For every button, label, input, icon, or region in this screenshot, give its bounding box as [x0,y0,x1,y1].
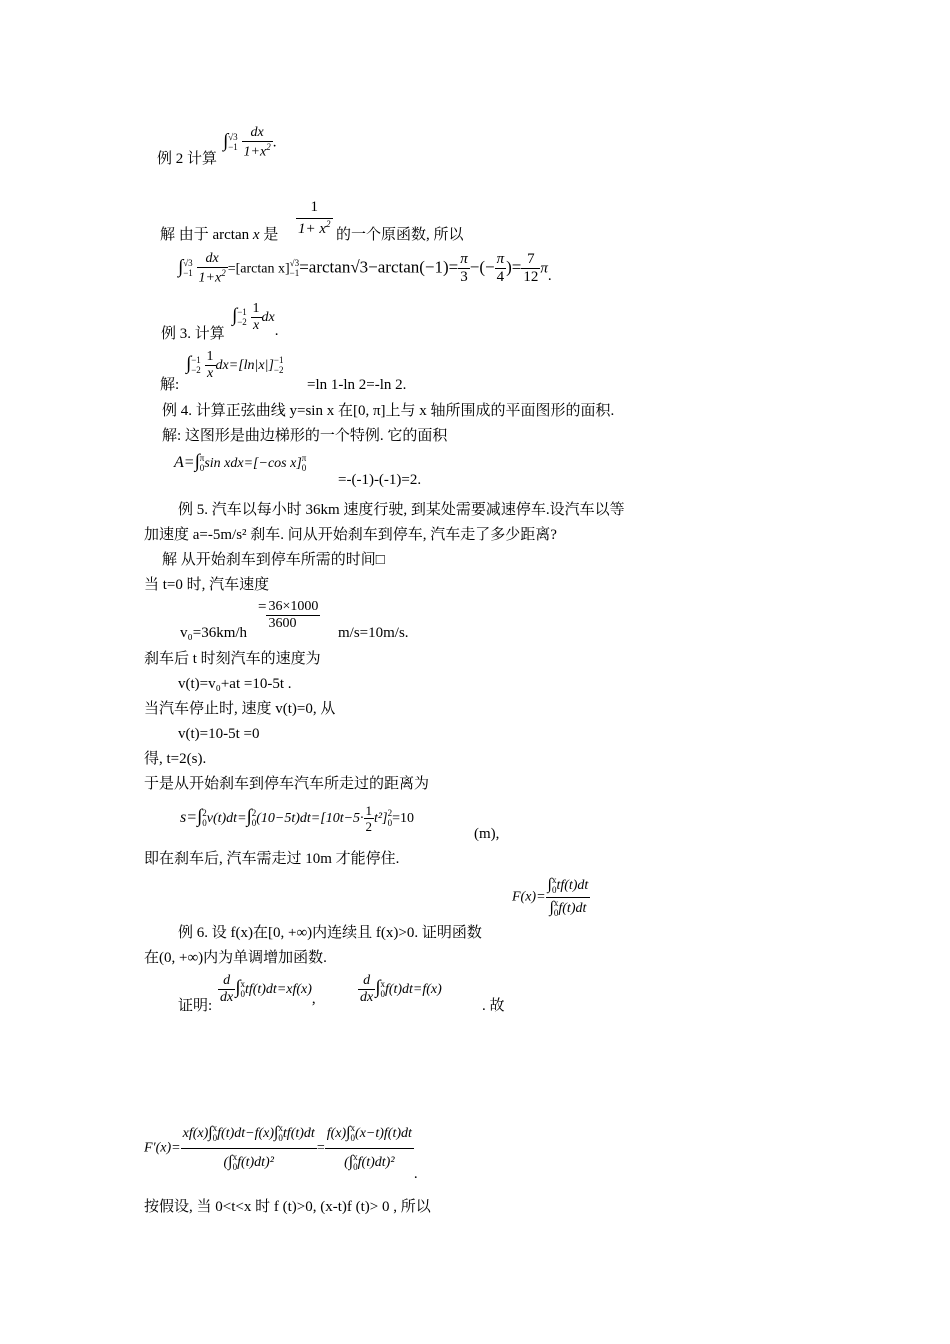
example-5-got: 得, t=2(s). [144,751,207,767]
example-5-m: (m), [474,826,500,842]
solution-3-integral: ∫ −1 −2 $\frac{1}{x}$ dx=[ln|x|] −1 −2 [186,349,284,381]
solution-2-equation: ∫ √3 −1 $\frac{dx}{1+x^2}$ =[arctan x] √3 −1 =arctan√3−arctan(−1)= $\frac{\pi}{3}$ −(− $\frac{\pi}{4}$ )= $\frac{7}{12}$ π. [178,251,552,286]
example-6-proof-label: 证明: [178,998,213,1014]
solution-4-text: 解: 这图形是曲边梯形的一个特例. 它的面积 [162,428,448,444]
example-5-solution-head: 解 从开始刹车到停车所需的时间□ [162,552,385,568]
example-6-derivative-2: $\frac{d}{dx}$ ∫ x 0 f(t)dt=f(x) [360,973,442,1005]
example-5-line1: 例 5. 汽车以每小时 36km 速度行驶, 到某处需要减速停车.设汽车以等 [178,502,625,518]
example-5-conclusion: 即在刹车后, 汽车需走过 10m 才能停住. [144,851,400,867]
example-6-last-line: 按假设, 当 0<t<x 时 f (t)>0, (x-t)f (t)> 0 , 所以 [144,1199,431,1215]
example-6-F-definition: F(x)= ∫ x 0 tf(t)dt ∫ x 0 f(t)dt [512,875,589,918]
example-5-distance-equation: s=∫ 2 0 v(t)dt=∫ 2 0 (10−5t)dt=[10t−5· $\frac{1}{2}$ t²] 2 0 =10 [180,803,414,834]
solution-4-result: =-(-1)-(-1)=2. [338,472,422,488]
example-5-dist: 于是从开始刹车到停车汽车所走过的距离为 [144,776,430,792]
example-5-v0-fraction: = $\frac{36\times 1000}{3600}$ [258,599,319,631]
solution-3-result: =ln 1-ln 2=-ln 2. [307,377,407,393]
example-6-line1: 例 6. 设 f(x)在[0, +∞)内连续且 f(x)>0. 证明函数 [178,925,482,941]
example-3-label: 例 3. 计算 [161,326,225,342]
example-5-v0-unit: m/s=10m/s. [338,625,409,641]
solution-2-fraction: $\frac{1}{1+ x^2}$ [298,199,331,237]
example-5-line2: 加速度 a=-5m/s² 刹车. 问从开始刹车到停车, 汽车走了多少距离? [144,527,557,543]
example-6-gu: . 故 [482,998,505,1014]
example-5-stop: 当汽车停止时, 速度 v(t)=0, 从 [144,701,336,717]
example-5-v0: v₀=36km/h [180,625,248,641]
example-5-eq2: v(t)=10-5t =0 [178,726,260,742]
example-2-label: 例 2 计算 [157,151,218,167]
example-6-line2: 在(0, +∞)内为单调增加函数. [144,950,327,966]
solution-3-label: 解: [160,377,180,393]
example-6-F-prime: F′(x)= xf(x)∫ x 0 f(t)dt−f(x)∫ x 0 tf(t)dt (∫ x 0 f(t)dt)² = f(x)∫ x 0 (x−t)f(t)dt (∫ x 0 f(t)dt)² . [144,1123,418,1182]
solution-2-text: 解 由于 arctan x 是 [160,227,279,243]
example-2-integral: ∫ √3 −1 $\frac{dx}{1+x^2}$ . [223,125,277,160]
solution-2-suffix: 的一个原函数, 所以 [336,227,464,243]
example-5-t0: 当 t=0 时, 汽车速度 [144,577,270,593]
example-3-integral: ∫ −1 −2 $\frac{1}{x}$ dx. [232,301,279,339]
example-5-vt: v(t)=v₀+at =10-5t . [178,676,292,692]
solution-4-integral: A=∫ π 0 sin xdx=[−cos x] π 0 [174,451,307,473]
example-5-after: 刹车后 t 时刻汽车的速度为 [144,651,321,667]
example-4-text: 例 4. 计算正弦曲线 y=sin x 在[0, π]上与 x 轴所围成的平面图形的面积. [162,403,615,419]
example-6-derivative-1: $\frac{d}{dx}$ ∫ x 0 tf(t)dt=xf(x), [220,973,316,1007]
